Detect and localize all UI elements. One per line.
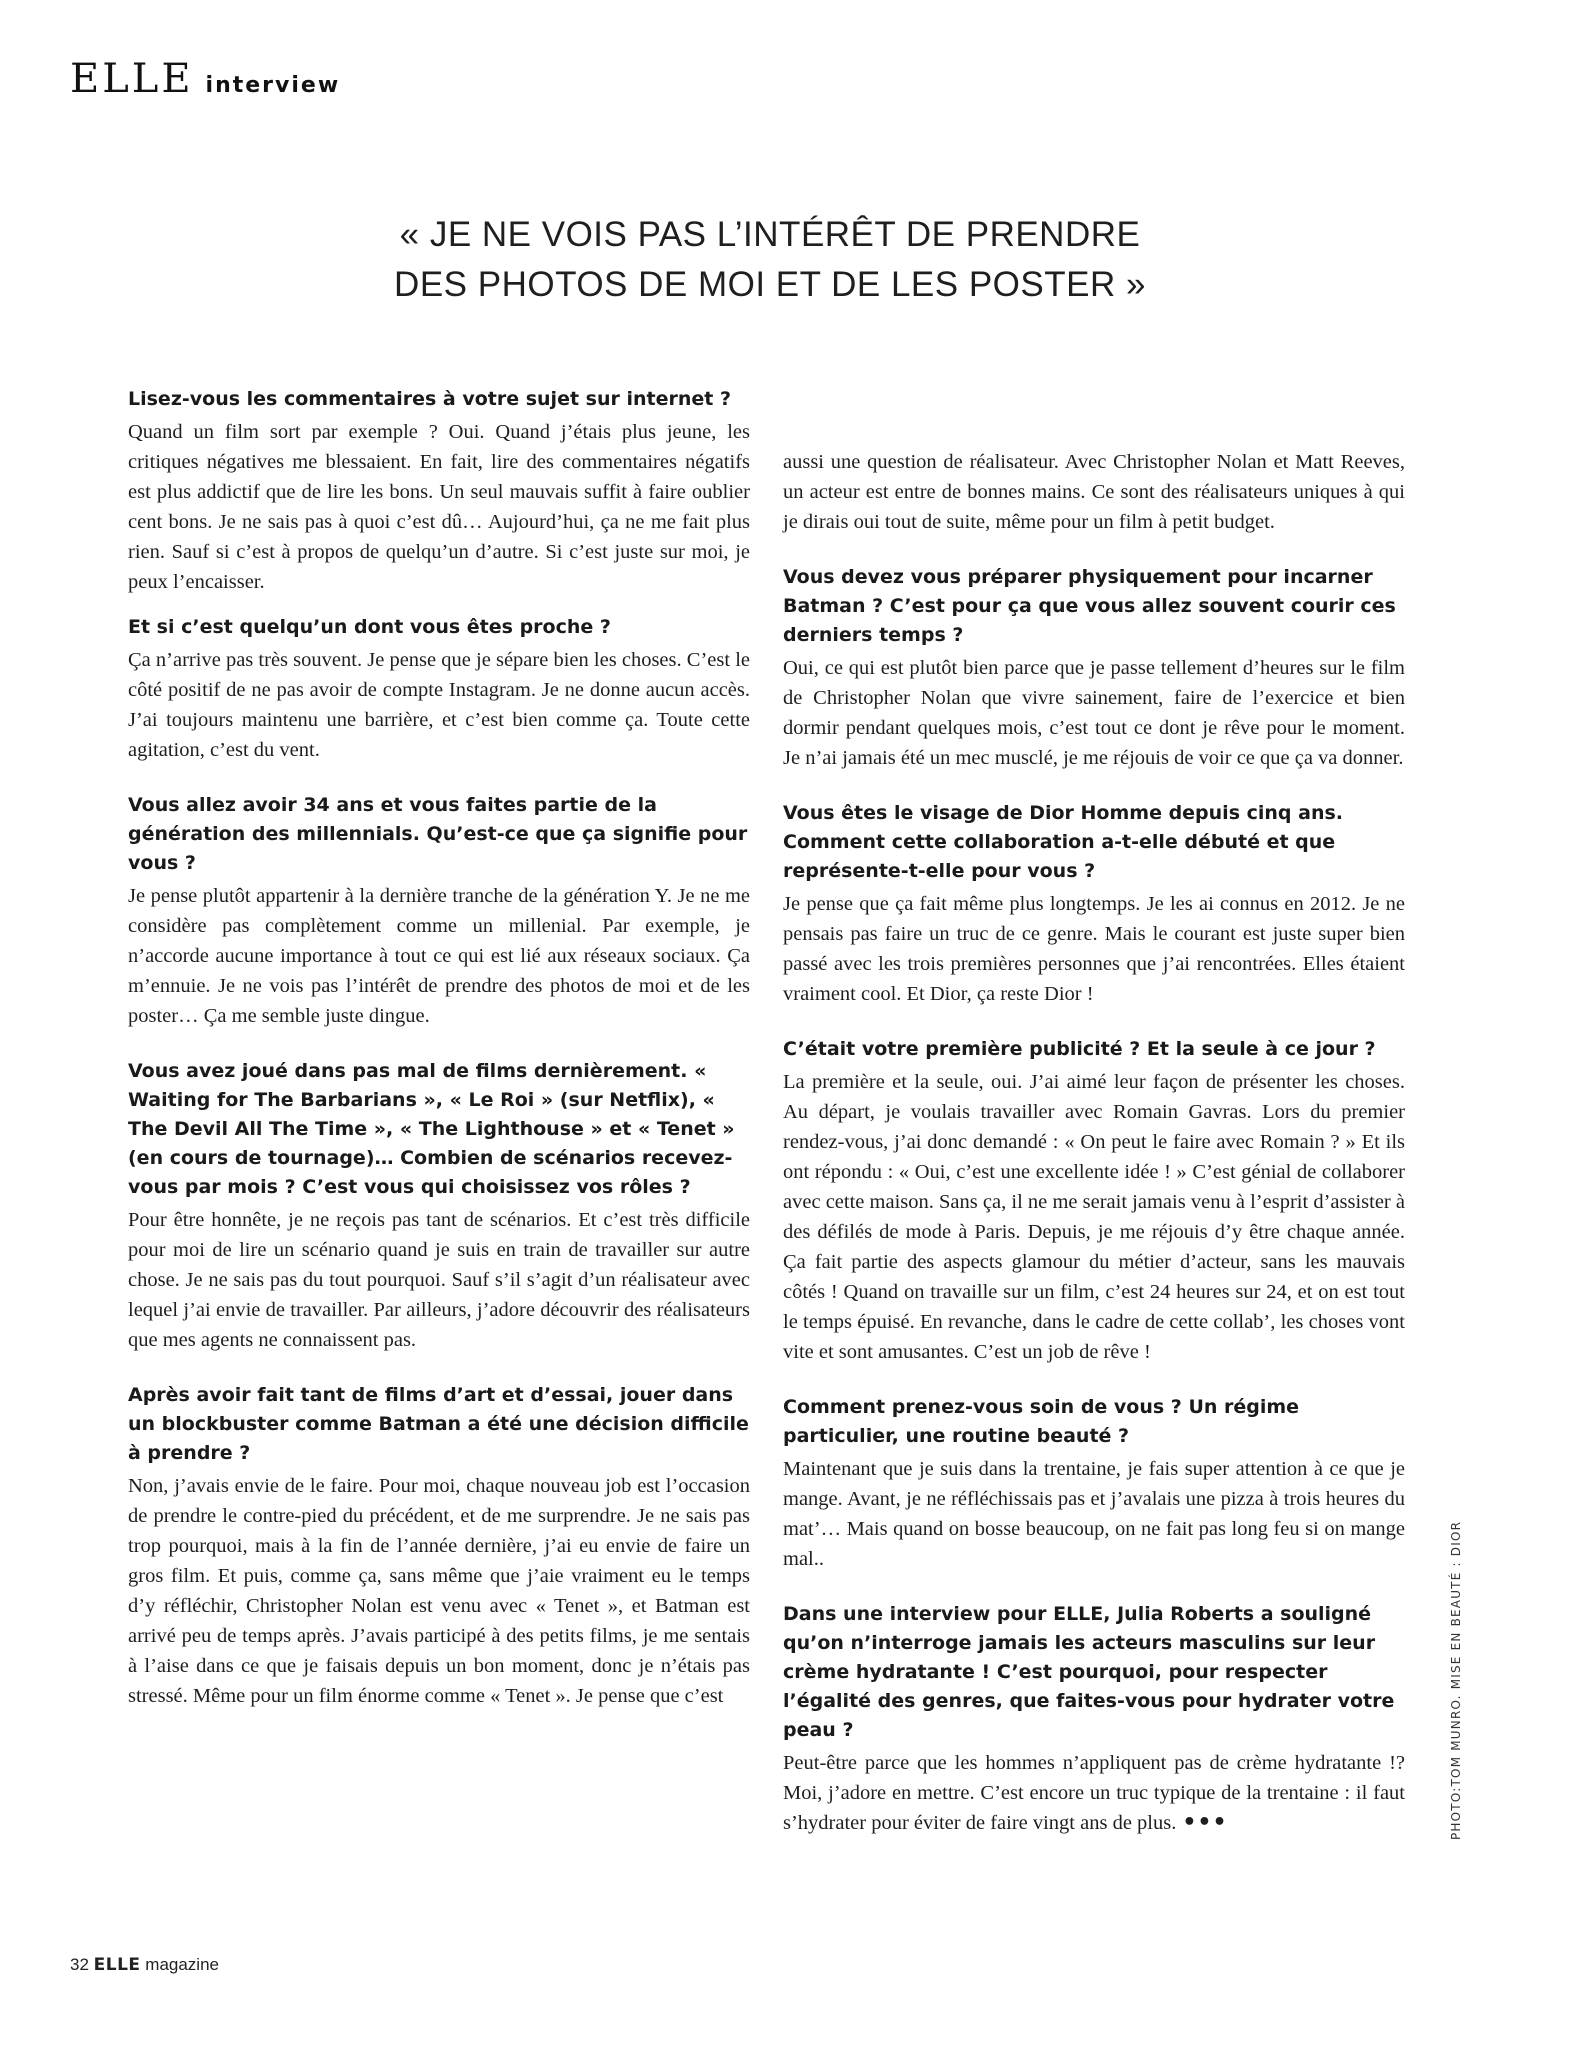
interview-question: Vous allez avoir 34 ans et vous faites partie de la génération des millennials. Qu’est-ce que ça signifie pour vous ? <box>128 794 748 874</box>
page-number: 32 <box>70 1955 89 1974</box>
pull-quote <box>300 210 1240 310</box>
masthead <box>70 56 340 106</box>
continued-marker: ••• <box>1182 1810 1228 1835</box>
footer-label: magazine <box>145 1955 219 1974</box>
right-column <box>783 447 1405 1864</box>
interview-answer: Pour être honnête, je ne reçois pas tant de scénarios. Et c’est très difficile pour moi de lire un scénario quand je suis en train de travailler sur autre chose. Je ne sais pas du tout pourquoi. Sauf s’il s’agit d’un réalisateur avec lequel j’ai envie de travailler. Par ailleurs, j’adore découvrir des réalisateurs que mes agents ne connaissent pas. <box>128 1209 750 1351</box>
interview-answer: Ça n’arrive pas très souvent. Je pense que je sépare bien les choses. C’est le côté positif de ne pas avoir de compte Instagram. Je ne donne aucun accès. J’ai toujours maintenu une barrière, et c’est bien comme ça. Toute cette agitation, c’est du vent. <box>128 649 750 761</box>
interview-question: Après avoir fait tant de films d’art et d’essai, jouer dans un blockbuster comme Batman a été une décision difficile à prendre ? <box>128 1384 749 1464</box>
section-label: interview <box>205 73 341 98</box>
interview-question: Vous devez vous préparer physiquement pour incarner Batman ? C’est pour ça que vous allez souvent courir ces derniers temps ? <box>783 566 1396 646</box>
interview-answer: Je pense que ça fait même plus longtemps. Je les ai connus en 2012. Je ne pensais pas faire un truc de ce genre. Mais le courant est juste super bien passé avec les trois premières personnes que j’ai rencontrées. Elles étaient vraiment cool. Et Dior, ça reste Dior ! <box>783 893 1405 1005</box>
interview-answer: Quand un film sort par exemple ? Oui. Quand j’étais plus jeune, les critiques négatives me blessaient. En fait, lire des commentaires négatifs est plus addictif que de lire les bons. Un seul mauvais suffit à faire oublier cent bons. Je ne sais pas à quoi c’est dû… Aujourd’hui, ça ne me fait plus rien. Sauf si c’est à propos de quelqu’un d’autre. Si c’est juste sur moi, je peux l’encaisser. <box>128 421 750 593</box>
interview-question: Vous avez joué dans pas mal de films dernièrement. « Waiting for The Barbarians », « Le Roi » (sur Netflix), « The Devil All The Time », « The Lighthouse » et « Tenet » (en cours de tournage)… Combien de scénarios recevez-vous par mois ? C’est vous qui choisissez vos rôles ? <box>128 1060 735 1198</box>
left-column <box>128 385 750 1737</box>
interview-answer <box>783 1748 1405 1838</box>
footer-brand: ELLE <box>93 1955 141 1975</box>
photo-credit-text: PHOTO:TOM MUNRO. MISE EN BEAUTÉ : DIOR <box>1449 1520 1463 1840</box>
interview-question: Lisez-vous les commentaires à votre sujet sur internet ? <box>128 388 731 410</box>
answer-continuation: aussi une question de réalisateur. Avec Christopher Nolan et Matt Reeves, un acteur est entre de bonnes mains. Ce sont des réalisateurs uniques à qui je dirais oui tout de suite, même pour un film à petit budget. <box>783 451 1405 533</box>
interview-question: Et si c’est quelqu’un dont vous êtes proche ? <box>128 616 611 638</box>
interview-question: Comment prenez-vous soin de vous ? Un régime particulier, une routine beauté ? <box>783 1396 1300 1447</box>
interview-question: Vous êtes le visage de Dior Homme depuis cinq ans. Comment cette collaboration a-t-elle débuté et que représente-t-elle pour vous ? <box>783 802 1344 882</box>
page-footer <box>70 1955 219 1975</box>
pull-quote-line: « JE NE VOIS PAS L’INTÉRÊT DE PRENDRE <box>399 215 1141 254</box>
photo-credit <box>1449 1520 1463 1840</box>
interview-question: C’était votre première publicité ? Et la seule à ce jour ? <box>783 1038 1376 1060</box>
interview-answer: Maintenant que je suis dans la trentaine, je fais super attention à ce que je mange. Avant, je ne réfléchissais pas et j’avalais une pizza à trois heures du mat’… Mais quand on bosse beaucoup, on ne fait pas long feu si on mange mal.. <box>783 1458 1405 1570</box>
interview-answer: Je pense plutôt appartenir à la dernière tranche de la génération Y. Je ne me considère pas complètement comme un millenial. Par exemple, je n’accorde aucune importance à tout ce qui est lié aux réseaux sociaux. Ça m’ennuie. Je ne vois pas l’intérêt de prendre des photos de moi et de les poster… Ça me semble juste dingue. <box>128 885 750 1027</box>
interview-question: Dans une interview pour ELLE, Julia Roberts a souligné qu’on n’interroge jamais les acteurs masculins sur leur crème hydratante ! C’est pourquoi, pour respecter l’égalité des genres, que faites-vous pour hydrater votre peau ? <box>783 1603 1395 1741</box>
pull-quote-line: DES PHOTOS DE MOI ET DE LES POSTER » <box>394 265 1146 304</box>
answer-text: Peut-être parce que les hommes n’appliquent pas de crème hydratante !? Moi, j’adore en mettre. C’est encore un truc typique de la trentaine : il faut s’hydrater pour éviter de faire vingt ans de plus. <box>783 1752 1405 1834</box>
interview-answer: Non, j’avais envie de le faire. Pour moi, chaque nouveau job est l’occasion de prendre le contre-pied du précédent, et de me surprendre. Je ne sais pas trop pourquoi, mais à la fin de l’année dernière, j’ai eu envie de faire un gros film. Et puis, comme ça, sans même que j’aie vraiment eu le temps d’y réfléchir, Christopher Nolan est venu avec « Tenet », et Batman est arrivé peu de temps après. J’avais participé à des petits films, je me sentais à l’aise dans ce que je faisais depuis un bon moment, donc je n’étais pas stressé. Même pour un film énorme comme « Tenet ». Je pense que c’est <box>128 1475 750 1707</box>
interview-answer: La première et la seule, oui. J’ai aimé leur façon de présenter les choses. Au départ, je voulais travailler avec Romain Gavras. Lors du premier rendez-vous, j’ai donc demandé : « On peut le faire avec Romain ? » Et ils ont répondu : « Oui, c’est une excellente idée ! » C’est génial de collaborer avec cette maison. Sans ça, il ne me serait jamais venu à l’esprit d’assister à des défilés de mode à Paris. Depuis, je me réjouis d’y être chaque année. Ça fait partie des aspects glamour du métier d’acteur, sans les mauvais côtés ! Quand on travaille sur un film, c’est 24 heures sur 24, et on est tout le temps épuisé. En revanche, dans le cadre de cette collab’, les choses vont vite et sont amusantes. C’est un job de rêve ! <box>783 1071 1405 1363</box>
elle-logo: ELLE <box>70 56 194 102</box>
interview-answer: Oui, ce qui est plutôt bien parce que je passe tellement d’heures sur le film de Christopher Nolan que vivre sainement, faire de l’exercice et bien dormir pendant quelques mois, c’est tout ce dont je rêve pour le moment. Je n’ai jamais été un mec musclé, je me réjouis de voir ce que ça va donner. <box>783 657 1405 769</box>
